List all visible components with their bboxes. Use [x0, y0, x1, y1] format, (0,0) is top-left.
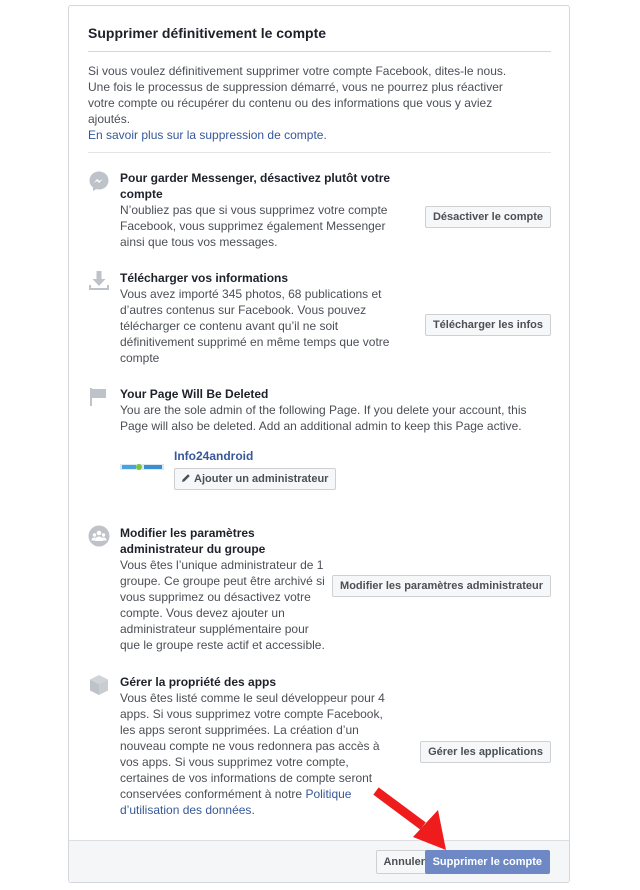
section-app-ownership [88, 674, 551, 824]
messenger-icon [88, 170, 110, 192]
intro-line: ajoutés. [88, 112, 131, 126]
section-description: Vous êtes listé comme le seul développeur pour 4 apps. Si vous supprimez votre compte Facebook, les apps seront supprimées. La création d’un nouveau compte ne vous redonnera pas accès à vos apps. Si vous supprimez votre compte, certaines de vos informations de compte seront conservées conformément à notre Politique d’utilisation des données. [120, 691, 385, 817]
section-download-info [88, 270, 551, 370]
cancel-button[interactable]: Annuler [376, 850, 432, 874]
modify-admin-settings-button[interactable]: Modifier les paramètres administrateur [332, 575, 551, 597]
intro-line: Si vous voulez définitivement supprimer votre compte Facebook, dites-le nous. [88, 64, 507, 78]
download-info-button[interactable]: Télécharger les infos [425, 314, 551, 336]
pencil-icon [181, 473, 191, 483]
data-policy-link[interactable]: d’utilisation des données [120, 803, 252, 817]
add-admin-button[interactable]: Ajouter un administrateur [174, 468, 336, 490]
dialog-footer [69, 840, 569, 882]
page-name-link[interactable]: Info24android [174, 449, 254, 463]
delete-account-button[interactable]: Supprimer le compte [425, 850, 550, 874]
section-title: Télécharger vos informations [120, 271, 289, 285]
section-title: Pour garder Messenger, désactivez plutôt votre compte [120, 171, 391, 201]
section-group-admin [88, 525, 551, 655]
flag-icon [88, 386, 110, 408]
intro-line: Une fois le processus de suppression démarré, vous ne pourrez plus réactiver [88, 80, 503, 94]
section-title: Modifier les paramètres administrateur du groupe [120, 526, 266, 556]
group-icon [88, 525, 110, 547]
section-title: Gérer la propriété des apps [120, 675, 277, 689]
download-icon [88, 270, 110, 292]
app-box-icon [88, 674, 110, 696]
data-policy-link[interactable]: Politique [305, 787, 352, 801]
intro-line: votre compte ou récupérer du contenu ou des informations que vous y aviez [88, 96, 493, 110]
dialog-header [88, 23, 551, 52]
learn-more-link[interactable]: En savoir plus sur la suppression de compte. [88, 128, 327, 142]
section-description: N’oubliez pas que si vous supprimez votre compte Facebook, vous supprimez également Messenger ainsi que tous vos messages. [120, 203, 388, 249]
manage-apps-button[interactable]: Gérer les applications [420, 741, 551, 763]
intro-text [88, 63, 551, 153]
page-thumbnail [120, 462, 164, 472]
page-item [120, 448, 420, 498]
section-messenger [88, 170, 551, 260]
section-title: Your Page Will Be Deleted [120, 387, 269, 401]
section-description: You are the sole admin of the following Page. If you delete your account, this Page will also be deleted. Add an additional admin to keep this Page active. [120, 403, 527, 433]
deactivate-account-button[interactable]: Désactiver le compte [425, 206, 551, 228]
section-description: Vous êtes l’unique administrateur de 1 groupe. Ce groupe peut être archivé si vous supprimez ou désactivez votre compte. Vous devez ajouter un administrateur supplémentaire pour que le groupe reste actif et accessible. [120, 558, 325, 652]
section-page-deleted [88, 386, 551, 506]
dialog-title: Supprimer définitivement le compte [88, 25, 327, 41]
delete-account-dialog [68, 5, 570, 883]
section-description: Vous avez importé 345 photos, 68 publications et d’autres contenus sur Facebook. Vous pouvez télécharger ce contenu avant qu’il ne soit définitivement supprimé en même temps que votre compte [120, 287, 390, 365]
